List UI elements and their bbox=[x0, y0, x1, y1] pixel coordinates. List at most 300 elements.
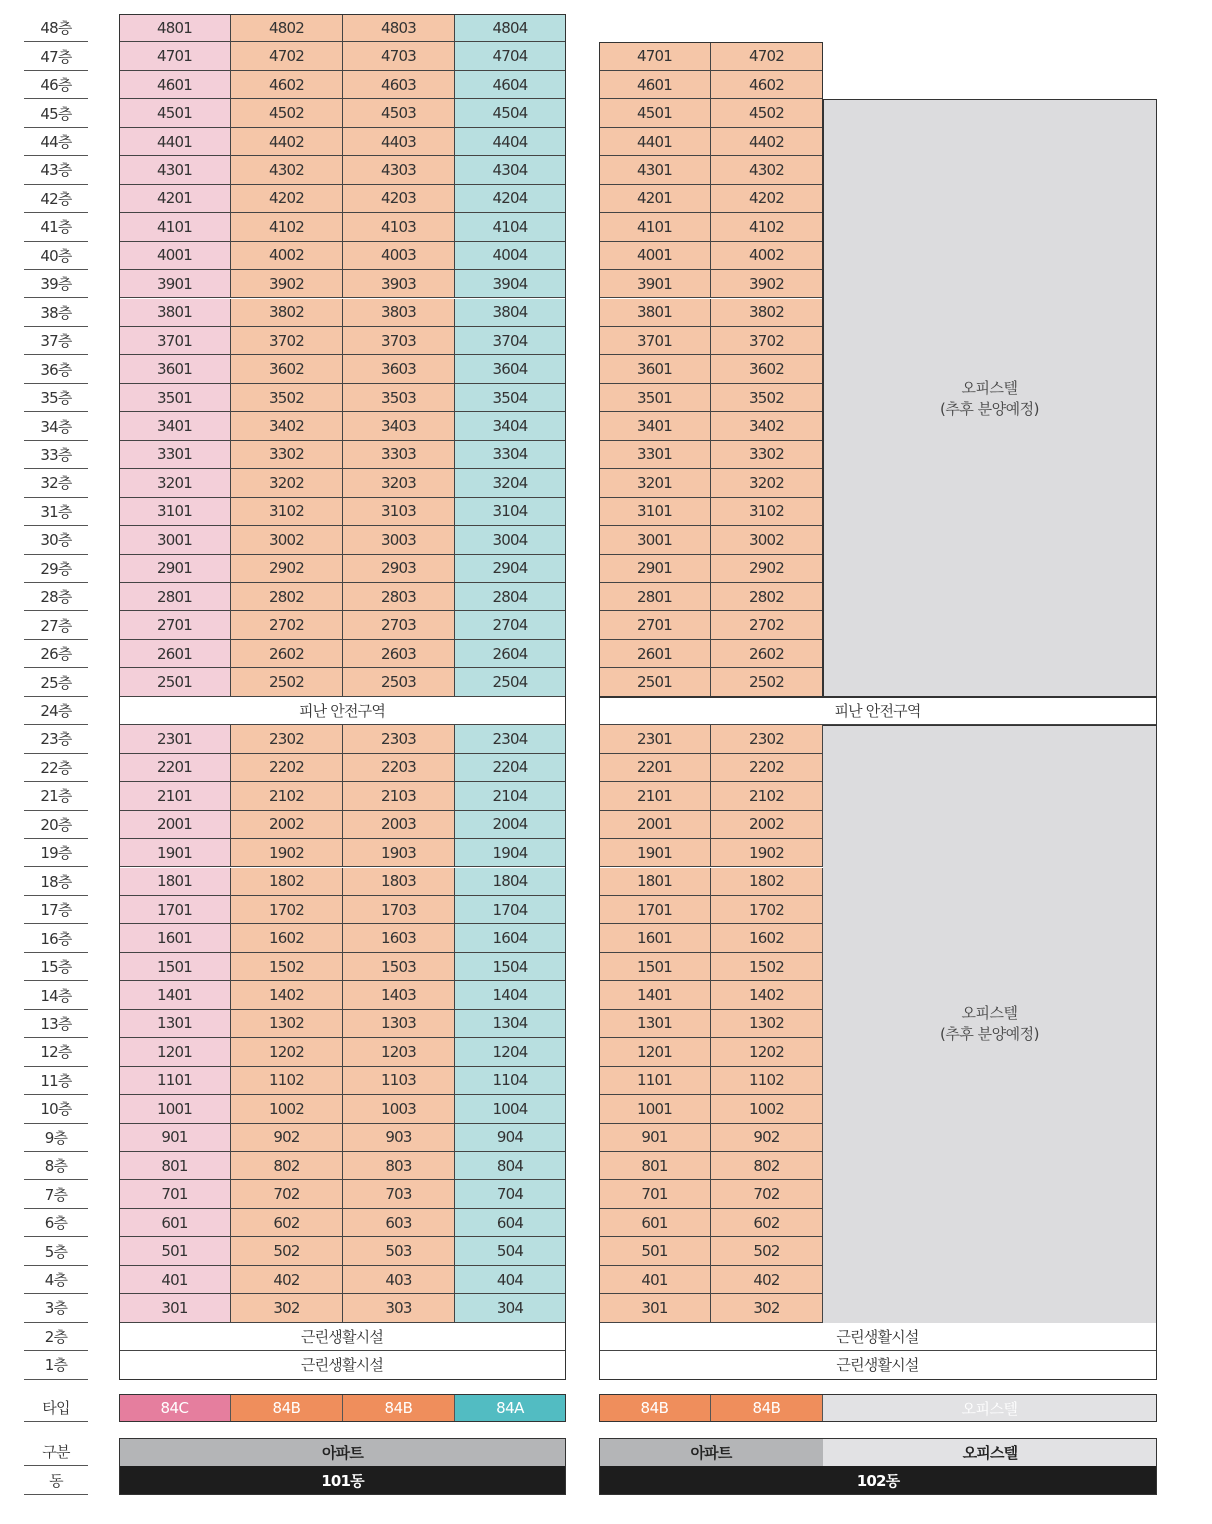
officetel-block bbox=[823, 725, 1157, 1322]
unit-cell: 3002 bbox=[231, 526, 343, 554]
unit-cell: 2102 bbox=[231, 782, 343, 810]
unit-cell: 1702 bbox=[711, 896, 823, 924]
unit-cell: 2601 bbox=[599, 640, 711, 668]
unit-cell: 1802 bbox=[231, 868, 343, 896]
unit-cell: 1401 bbox=[599, 981, 711, 1009]
unit-cell: 3204 bbox=[455, 469, 566, 497]
unit-cell: 1001 bbox=[599, 1095, 711, 1123]
unit-cell: 4704 bbox=[455, 42, 566, 70]
unit-cell: 2103 bbox=[343, 782, 455, 810]
unit-cell: 403 bbox=[343, 1266, 455, 1294]
floor-label: 46층 bbox=[24, 71, 88, 99]
unit-cell: 4304 bbox=[455, 156, 566, 184]
refuge-zone: 피난 안전구역 bbox=[119, 697, 566, 725]
type-cell: 84B bbox=[343, 1394, 455, 1422]
unit-cell: 2001 bbox=[119, 811, 231, 839]
unit-cell: 604 bbox=[455, 1209, 566, 1237]
unit-cell: 502 bbox=[711, 1237, 823, 1265]
unit-cell: 3101 bbox=[119, 498, 231, 526]
unit-cell: 3101 bbox=[599, 498, 711, 526]
floor-label: 33층 bbox=[24, 441, 88, 469]
unit-cell: 2204 bbox=[455, 754, 566, 782]
unit-cell: 2801 bbox=[119, 583, 231, 611]
unit-cell: 3701 bbox=[599, 327, 711, 355]
refuge-zone: 피난 안전구역 bbox=[599, 697, 1157, 725]
type-cell: 84C bbox=[119, 1394, 231, 1422]
unit-cell: 3403 bbox=[343, 412, 455, 440]
unit-cell: 1004 bbox=[455, 1095, 566, 1123]
unit-cell: 2702 bbox=[711, 611, 823, 639]
unit-cell: 2304 bbox=[455, 725, 566, 753]
unit-cell: 301 bbox=[599, 1294, 711, 1322]
floor-label: 37층 bbox=[24, 327, 88, 355]
floor-label: 47층 bbox=[24, 42, 88, 70]
unit-cell: 2601 bbox=[119, 640, 231, 668]
unit-cell: 3901 bbox=[119, 270, 231, 298]
unit-cell: 2004 bbox=[455, 811, 566, 839]
unit-cell: 1401 bbox=[119, 981, 231, 1009]
unit-cell: 2501 bbox=[119, 668, 231, 696]
unit-cell: 903 bbox=[343, 1124, 455, 1152]
building-name: 102동 bbox=[599, 1466, 1157, 1495]
unit-cell: 2902 bbox=[711, 555, 823, 583]
floor-label: 21층 bbox=[24, 782, 88, 810]
unit-cell: 404 bbox=[455, 1266, 566, 1294]
unit-cell: 1201 bbox=[119, 1038, 231, 1066]
unit-cell: 602 bbox=[711, 1209, 823, 1237]
commercial-facility: 근린생활시설 bbox=[119, 1351, 566, 1379]
unit-cell: 3401 bbox=[119, 412, 231, 440]
unit-cell: 3301 bbox=[119, 441, 231, 469]
unit-cell: 3502 bbox=[711, 384, 823, 412]
unit-cell: 3501 bbox=[119, 384, 231, 412]
unit-cell: 402 bbox=[711, 1266, 823, 1294]
unit-cell: 1902 bbox=[711, 839, 823, 867]
unit-cell: 1901 bbox=[599, 839, 711, 867]
floor-label: 11층 bbox=[24, 1067, 88, 1095]
unit-cell: 4203 bbox=[343, 185, 455, 213]
unit-cell: 904 bbox=[455, 1124, 566, 1152]
unit-cell: 4401 bbox=[599, 128, 711, 156]
unit-cell: 3803 bbox=[343, 299, 455, 327]
unit-cell: 2802 bbox=[231, 583, 343, 611]
floor-label: 22층 bbox=[24, 754, 88, 782]
unit-cell: 702 bbox=[711, 1180, 823, 1208]
unit-cell: 3604 bbox=[455, 355, 566, 383]
unit-cell: 1701 bbox=[119, 896, 231, 924]
unit-cell: 2101 bbox=[119, 782, 231, 810]
floor-label: 43층 bbox=[24, 156, 88, 184]
floor-label: 38층 bbox=[24, 299, 88, 327]
unit-cell: 4302 bbox=[231, 156, 343, 184]
unit-cell: 2303 bbox=[343, 725, 455, 753]
unit-cell: 1604 bbox=[455, 924, 566, 952]
unit-cell: 1102 bbox=[231, 1067, 343, 1095]
unit-cell: 1701 bbox=[599, 896, 711, 924]
unit-cell: 2201 bbox=[119, 754, 231, 782]
division-officetel: 오피스텔 bbox=[823, 1438, 1157, 1466]
unit-cell: 4701 bbox=[599, 42, 711, 70]
unit-cell: 301 bbox=[119, 1294, 231, 1322]
unit-cell: 4502 bbox=[231, 99, 343, 127]
unit-cell: 2203 bbox=[343, 754, 455, 782]
unit-cell: 4003 bbox=[343, 242, 455, 270]
division-apartment: 아파트 bbox=[119, 1438, 566, 1466]
unit-cell: 504 bbox=[455, 1237, 566, 1265]
unit-cell: 1801 bbox=[599, 868, 711, 896]
unit-cell: 1302 bbox=[231, 1010, 343, 1038]
unit-cell: 4202 bbox=[711, 185, 823, 213]
unit-cell: 4101 bbox=[599, 213, 711, 241]
unit-cell: 1301 bbox=[599, 1010, 711, 1038]
unit-cell: 1002 bbox=[711, 1095, 823, 1123]
unit-cell: 802 bbox=[711, 1152, 823, 1180]
unit-cell: 1201 bbox=[599, 1038, 711, 1066]
unit-cell: 4301 bbox=[119, 156, 231, 184]
unit-cell: 1203 bbox=[343, 1038, 455, 1066]
unit-cell: 1703 bbox=[343, 896, 455, 924]
floor-label: 8층 bbox=[24, 1152, 88, 1180]
unit-cell: 4201 bbox=[599, 185, 711, 213]
unit-cell: 1302 bbox=[711, 1010, 823, 1038]
unit-cell: 3102 bbox=[231, 498, 343, 526]
unit-cell: 1903 bbox=[343, 839, 455, 867]
unit-cell: 2301 bbox=[599, 725, 711, 753]
unit-cell: 3501 bbox=[599, 384, 711, 412]
floor-label: 28층 bbox=[24, 583, 88, 611]
floor-label: 7층 bbox=[24, 1180, 88, 1208]
unit-cell: 801 bbox=[119, 1152, 231, 1180]
unit-cell: 4002 bbox=[231, 242, 343, 270]
unit-cell: 1901 bbox=[119, 839, 231, 867]
unit-cell: 3603 bbox=[343, 355, 455, 383]
unit-cell: 3104 bbox=[455, 498, 566, 526]
unit-cell: 2604 bbox=[455, 640, 566, 668]
unit-cell: 1304 bbox=[455, 1010, 566, 1038]
unit-cell: 4501 bbox=[119, 99, 231, 127]
unit-cell: 3903 bbox=[343, 270, 455, 298]
unit-cell: 601 bbox=[119, 1209, 231, 1237]
unit-cell: 2701 bbox=[119, 611, 231, 639]
unit-cell: 4602 bbox=[711, 71, 823, 99]
unit-cell: 3004 bbox=[455, 526, 566, 554]
unit-cell: 3404 bbox=[455, 412, 566, 440]
unit-cell: 2503 bbox=[343, 668, 455, 696]
unit-cell: 2804 bbox=[455, 583, 566, 611]
unit-cell: 3402 bbox=[231, 412, 343, 440]
unit-cell: 1902 bbox=[231, 839, 343, 867]
floor-label: 27층 bbox=[24, 611, 88, 639]
unit-cell: 2003 bbox=[343, 811, 455, 839]
unit-cell: 3402 bbox=[711, 412, 823, 440]
floor-label: 42층 bbox=[24, 185, 88, 213]
unit-cell: 4702 bbox=[711, 42, 823, 70]
unit-cell: 3701 bbox=[119, 327, 231, 355]
unit-cell: 1704 bbox=[455, 896, 566, 924]
unit-cell: 304 bbox=[455, 1294, 566, 1322]
unit-cell: 1601 bbox=[119, 924, 231, 952]
unit-cell: 3801 bbox=[119, 299, 231, 327]
unit-cell: 2703 bbox=[343, 611, 455, 639]
commercial-facility: 근린생활시설 bbox=[599, 1351, 1157, 1379]
unit-cell: 4701 bbox=[119, 42, 231, 70]
unit-cell: 2904 bbox=[455, 555, 566, 583]
unit-cell: 1001 bbox=[119, 1095, 231, 1123]
unit-cell: 1104 bbox=[455, 1067, 566, 1095]
unit-cell: 3902 bbox=[231, 270, 343, 298]
unit-cell: 1003 bbox=[343, 1095, 455, 1123]
floor-label: 23층 bbox=[24, 725, 88, 753]
unit-cell: 1802 bbox=[711, 868, 823, 896]
unit-cell: 4402 bbox=[231, 128, 343, 156]
unit-cell: 4004 bbox=[455, 242, 566, 270]
unit-cell: 2102 bbox=[711, 782, 823, 810]
unit-cell: 2201 bbox=[599, 754, 711, 782]
unit-cell: 1402 bbox=[711, 981, 823, 1009]
unit-cell: 4501 bbox=[599, 99, 711, 127]
unit-cell: 3802 bbox=[231, 299, 343, 327]
unit-cell: 1202 bbox=[711, 1038, 823, 1066]
unit-cell: 4102 bbox=[231, 213, 343, 241]
unit-cell: 3202 bbox=[231, 469, 343, 497]
officetel-text: (추후 분양예정) bbox=[940, 1025, 1039, 1044]
unit-cell: 1904 bbox=[455, 839, 566, 867]
unit-cell: 4204 bbox=[455, 185, 566, 213]
unit-cell: 2702 bbox=[231, 611, 343, 639]
unit-cell: 601 bbox=[599, 1209, 711, 1237]
unit-cell: 4001 bbox=[599, 242, 711, 270]
unit-cell: 4402 bbox=[711, 128, 823, 156]
type-cell-officetel: 오피스텔 bbox=[823, 1394, 1157, 1422]
officetel-text: 오피스텔 bbox=[961, 378, 1018, 397]
unit-cell: 3702 bbox=[231, 327, 343, 355]
building-name: 101동 bbox=[119, 1466, 566, 1495]
unit-cell: 3503 bbox=[343, 384, 455, 412]
unit-cell: 3801 bbox=[599, 299, 711, 327]
unit-cell: 902 bbox=[231, 1124, 343, 1152]
type-cell: 84B bbox=[711, 1394, 823, 1422]
unit-cell: 401 bbox=[599, 1266, 711, 1294]
unit-cell: 804 bbox=[455, 1152, 566, 1180]
unit-cell: 701 bbox=[599, 1180, 711, 1208]
unit-cell: 4201 bbox=[119, 185, 231, 213]
floor-label: 9층 bbox=[24, 1124, 88, 1152]
unit-cell: 3901 bbox=[599, 270, 711, 298]
unit-cell: 4302 bbox=[711, 156, 823, 184]
unit-cell: 2302 bbox=[231, 725, 343, 753]
unit-cell: 1501 bbox=[119, 953, 231, 981]
unit-cell: 4502 bbox=[711, 99, 823, 127]
floor-label: 2층 bbox=[24, 1323, 88, 1351]
floor-label: 3층 bbox=[24, 1294, 88, 1322]
floor-label: 14층 bbox=[24, 981, 88, 1009]
unit-cell: 3301 bbox=[599, 441, 711, 469]
unit-cell: 2002 bbox=[711, 811, 823, 839]
unit-cell: 3704 bbox=[455, 327, 566, 355]
unit-cell: 3602 bbox=[231, 355, 343, 383]
unit-cell: 2202 bbox=[231, 754, 343, 782]
unit-cell: 3103 bbox=[343, 498, 455, 526]
unit-cell: 3203 bbox=[343, 469, 455, 497]
floor-label: 1층 bbox=[24, 1351, 88, 1379]
unit-cell: 802 bbox=[231, 1152, 343, 1180]
unit-cell: 704 bbox=[455, 1180, 566, 1208]
unit-cell: 1803 bbox=[343, 868, 455, 896]
unit-cell: 2501 bbox=[599, 668, 711, 696]
unit-cell: 2704 bbox=[455, 611, 566, 639]
floor-label: 10층 bbox=[24, 1095, 88, 1123]
unit-cell: 2502 bbox=[711, 668, 823, 696]
unit-cell: 3401 bbox=[599, 412, 711, 440]
unit-cell: 2504 bbox=[455, 668, 566, 696]
unit-cell: 3304 bbox=[455, 441, 566, 469]
floor-label: 16층 bbox=[24, 924, 88, 952]
unit-cell: 3502 bbox=[231, 384, 343, 412]
unit-cell: 501 bbox=[119, 1237, 231, 1265]
unit-cell: 1303 bbox=[343, 1010, 455, 1038]
unit-cell: 3102 bbox=[711, 498, 823, 526]
unit-cell: 3302 bbox=[231, 441, 343, 469]
unit-cell: 1601 bbox=[599, 924, 711, 952]
unit-cell: 3504 bbox=[455, 384, 566, 412]
unit-cell: 401 bbox=[119, 1266, 231, 1294]
unit-cell: 1204 bbox=[455, 1038, 566, 1066]
unit-cell: 3804 bbox=[455, 299, 566, 327]
officetel-text: 오피스텔 bbox=[961, 1004, 1018, 1023]
unit-cell: 1702 bbox=[231, 896, 343, 924]
unit-cell: 1801 bbox=[119, 868, 231, 896]
unit-cell: 3601 bbox=[599, 355, 711, 383]
unit-cell: 2803 bbox=[343, 583, 455, 611]
floor-label: 41층 bbox=[24, 213, 88, 241]
unit-cell: 4604 bbox=[455, 71, 566, 99]
floor-label: 35층 bbox=[24, 384, 88, 412]
building-label: 동 bbox=[24, 1466, 88, 1495]
unit-cell: 4001 bbox=[119, 242, 231, 270]
unit-cell: 4301 bbox=[599, 156, 711, 184]
unit-cell: 402 bbox=[231, 1266, 343, 1294]
unit-cell: 1504 bbox=[455, 953, 566, 981]
unit-cell: 2603 bbox=[343, 640, 455, 668]
type-cell: 84B bbox=[231, 1394, 343, 1422]
floor-label: 24층 bbox=[24, 697, 88, 725]
unit-cell: 4601 bbox=[119, 71, 231, 99]
unit-cell: 3904 bbox=[455, 270, 566, 298]
commercial-facility: 근린생활시설 bbox=[119, 1323, 566, 1351]
unit-cell: 1502 bbox=[231, 953, 343, 981]
unit-cell: 1402 bbox=[231, 981, 343, 1009]
unit-cell: 2301 bbox=[119, 725, 231, 753]
unit-cell: 4202 bbox=[231, 185, 343, 213]
division-apartment: 아파트 bbox=[599, 1438, 823, 1466]
unit-cell: 302 bbox=[711, 1294, 823, 1322]
floor-label: 40층 bbox=[24, 242, 88, 270]
unit-cell: 1602 bbox=[231, 924, 343, 952]
unit-cell: 3303 bbox=[343, 441, 455, 469]
unit-cell: 2302 bbox=[711, 725, 823, 753]
unit-cell: 3001 bbox=[119, 526, 231, 554]
unit-cell: 4002 bbox=[711, 242, 823, 270]
unit-cell: 4703 bbox=[343, 42, 455, 70]
commercial-facility: 근린생활시설 bbox=[599, 1323, 1157, 1351]
unit-cell: 4104 bbox=[455, 213, 566, 241]
floor-label: 20층 bbox=[24, 811, 88, 839]
unit-cell: 2901 bbox=[119, 555, 231, 583]
unit-cell: 1101 bbox=[119, 1067, 231, 1095]
type-label: 타입 bbox=[24, 1394, 88, 1422]
unit-cell: 2903 bbox=[343, 555, 455, 583]
officetel-text: (추후 분양예정) bbox=[940, 399, 1039, 418]
unit-cell: 3902 bbox=[711, 270, 823, 298]
unit-cell: 1101 bbox=[599, 1067, 711, 1095]
unit-cell: 3002 bbox=[711, 526, 823, 554]
floor-label: 29층 bbox=[24, 555, 88, 583]
unit-cell: 2002 bbox=[231, 811, 343, 839]
unit-cell: 4103 bbox=[343, 213, 455, 241]
unit-cell: 2901 bbox=[599, 555, 711, 583]
unit-cell: 1502 bbox=[711, 953, 823, 981]
unit-cell: 902 bbox=[711, 1124, 823, 1152]
floor-label: 17층 bbox=[24, 896, 88, 924]
unit-cell: 4102 bbox=[711, 213, 823, 241]
unit-cell: 3702 bbox=[711, 327, 823, 355]
unit-cell: 2602 bbox=[231, 640, 343, 668]
floor-label: 31층 bbox=[24, 498, 88, 526]
unit-cell: 4403 bbox=[343, 128, 455, 156]
unit-cell: 1503 bbox=[343, 953, 455, 981]
unit-cell: 3003 bbox=[343, 526, 455, 554]
unit-cell: 4404 bbox=[455, 128, 566, 156]
floor-label: 48층 bbox=[24, 14, 88, 42]
unit-cell: 303 bbox=[343, 1294, 455, 1322]
unit-cell: 302 bbox=[231, 1294, 343, 1322]
unit-cell: 1102 bbox=[711, 1067, 823, 1095]
unit-cell: 4603 bbox=[343, 71, 455, 99]
unit-cell: 3001 bbox=[599, 526, 711, 554]
unit-cell: 2101 bbox=[599, 782, 711, 810]
unit-cell: 4504 bbox=[455, 99, 566, 127]
unit-cell: 2001 bbox=[599, 811, 711, 839]
unit-cell: 4401 bbox=[119, 128, 231, 156]
unit-cell: 801 bbox=[599, 1152, 711, 1180]
unit-cell: 4801 bbox=[119, 14, 231, 42]
unit-cell: 1301 bbox=[119, 1010, 231, 1038]
unit-cell: 1404 bbox=[455, 981, 566, 1009]
unit-cell: 803 bbox=[343, 1152, 455, 1180]
unit-cell: 501 bbox=[599, 1237, 711, 1265]
unit-cell: 4702 bbox=[231, 42, 343, 70]
floor-label: 44층 bbox=[24, 128, 88, 156]
unit-cell: 602 bbox=[231, 1209, 343, 1237]
type-cell: 84B bbox=[599, 1394, 711, 1422]
unit-cell: 3201 bbox=[119, 469, 231, 497]
unit-cell: 3202 bbox=[711, 469, 823, 497]
unit-cell: 3302 bbox=[711, 441, 823, 469]
unit-cell: 2701 bbox=[599, 611, 711, 639]
unit-cell: 502 bbox=[231, 1237, 343, 1265]
officetel-block bbox=[823, 99, 1157, 696]
floor-label: 5층 bbox=[24, 1237, 88, 1265]
unit-cell: 2202 bbox=[711, 754, 823, 782]
unit-cell: 3802 bbox=[711, 299, 823, 327]
floor-label: 6층 bbox=[24, 1209, 88, 1237]
floor-label: 36층 bbox=[24, 355, 88, 383]
unit-cell: 3601 bbox=[119, 355, 231, 383]
unit-cell: 901 bbox=[119, 1124, 231, 1152]
unit-cell: 3201 bbox=[599, 469, 711, 497]
unit-cell: 1403 bbox=[343, 981, 455, 1009]
floor-label: 18층 bbox=[24, 868, 88, 896]
